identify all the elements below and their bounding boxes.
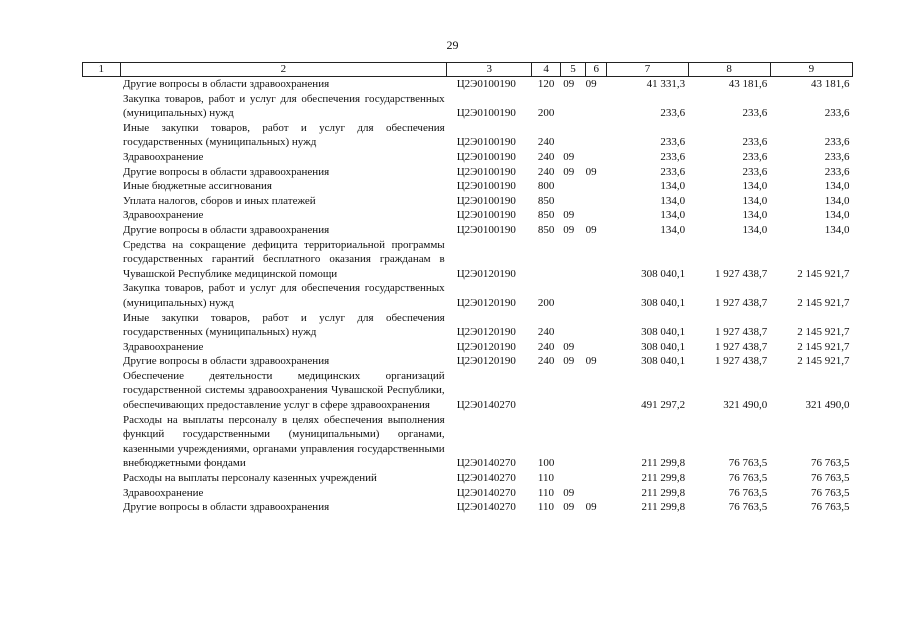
expense-type: 240: [537, 150, 555, 163]
item-name: Другие вопросы в области здравоохранения: [123, 355, 330, 368]
budget-table: [82, 62, 853, 515]
column-header: 8: [688, 63, 770, 77]
expense-type: 240: [537, 326, 555, 339]
amount-col9: 2 145 921,7: [797, 326, 850, 339]
table-row: [83, 311, 853, 340]
amount-col8: 43 181,6: [728, 78, 768, 90]
amount-col7: 233,6: [660, 150, 686, 163]
section-code: [560, 311, 585, 340]
item-name: Здравоохранение: [123, 150, 204, 163]
amount-col7: 308 040,1: [641, 340, 686, 353]
amount-col7: 233,6: [660, 107, 686, 120]
section-code: 09: [563, 209, 575, 222]
amount-col9: 2 145 921,7: [797, 340, 850, 353]
target-code: Ц2Э0100190: [456, 136, 516, 149]
row-number-cell: [83, 500, 121, 515]
amount-col9: 233,6: [824, 165, 850, 178]
table-row: [83, 208, 853, 223]
target-code: Ц2Э0120190: [456, 267, 516, 280]
amount-col9: 76 763,5: [811, 501, 850, 514]
section-code: [560, 471, 585, 486]
target-code: Ц2Э0100190: [456, 165, 516, 178]
target-code: Ц2Э0100190: [456, 107, 516, 120]
page-number: 29: [446, 38, 459, 52]
row-number-cell: [83, 150, 121, 165]
item-name: Здравоохранение: [123, 486, 204, 499]
column-header: 7: [607, 63, 688, 77]
amount-col8: 134,0: [742, 194, 768, 207]
row-number-cell: [83, 165, 121, 180]
amount-col7: 233,6: [660, 165, 686, 178]
amount-col9: 76 763,5: [811, 486, 850, 499]
table-row: [83, 471, 853, 486]
section-code: [560, 179, 585, 194]
amount-col7: 134,0: [660, 194, 686, 207]
amount-col8: 134,0: [742, 223, 768, 236]
item-name: Здравоохранение: [123, 340, 204, 353]
amount-col9: 76 763,5: [811, 457, 850, 470]
item-name: Другие вопросы в области здравоохранения: [123, 223, 330, 236]
subsection-code: [586, 471, 607, 486]
item-name: Здравоохранение: [123, 209, 204, 222]
item-name: Расходы на выплаты персоналу в целях обеспечения выполнения функций государственными (муниципальными) органами, казенными учреждениями, органами управления государственными внебюджетными фондами: [123, 413, 445, 470]
table-row: [83, 486, 853, 501]
column-header: 6: [586, 63, 607, 77]
amount-col9: 2 145 921,7: [797, 296, 850, 309]
table-body: [83, 77, 853, 515]
table-row: [83, 179, 853, 194]
item-name: Другие вопросы в области здравоохранения: [123, 165, 330, 178]
subsection-code: 09: [585, 355, 597, 368]
column-header: 4: [532, 63, 560, 77]
subsection-code: [586, 238, 607, 282]
table-row: [83, 369, 853, 413]
amount-col7: 134,0: [660, 223, 686, 236]
target-code: Ц2Э0120190: [456, 355, 516, 368]
amount-col8: 134,0: [742, 180, 768, 193]
item-name: Иные закупки товаров, работ и услуг для обеспечения государственных (муниципальных) нужд: [123, 311, 445, 339]
amount-col7: 308 040,1: [641, 355, 686, 368]
amount-col9: 43 181,6: [811, 78, 850, 90]
row-number-cell: [83, 77, 121, 92]
row-number-cell: [83, 121, 121, 150]
expense-type: 200: [537, 107, 555, 120]
expense-type: 850: [537, 194, 555, 207]
target-code: Ц2Э0100190: [456, 194, 516, 207]
section-code: 09: [563, 223, 575, 236]
expense-type: 240: [537, 340, 555, 353]
section-code: 09: [563, 340, 575, 353]
column-header: 9: [770, 63, 852, 77]
subsection-code: [586, 208, 607, 223]
amount-col9: 134,0: [824, 223, 850, 236]
table-row: [83, 238, 853, 282]
amount-col8: 233,6: [742, 150, 768, 163]
table-row: [83, 413, 853, 471]
target-code: Ц2Э0100190: [456, 223, 516, 236]
target-code: Ц2Э0140270: [456, 501, 516, 514]
row-number-cell: [83, 486, 121, 501]
table-row: [83, 194, 853, 209]
table-row: [83, 500, 853, 515]
amount-col8: 76 763,5: [728, 486, 768, 499]
target-code: Ц2Э0120190: [456, 326, 516, 339]
amount-col9: 233,6: [824, 150, 850, 163]
section-code: [560, 413, 585, 471]
table-row: [83, 223, 853, 238]
amount-col8: 1 927 438,7: [715, 355, 768, 368]
item-name: Другие вопросы в области здравоохранения: [123, 78, 330, 90]
target-code: Ц2Э0120190: [456, 296, 516, 309]
subsection-code: [586, 179, 607, 194]
section-code: [560, 121, 585, 150]
column-header: 1: [83, 63, 121, 77]
subsection-code: 09: [585, 501, 597, 514]
amount-col7: 308 040,1: [641, 267, 686, 280]
amount-col8: 1 927 438,7: [715, 267, 768, 280]
expense-type: 110: [537, 486, 554, 499]
amount-col7: 211 299,8: [641, 501, 686, 514]
table-row: [83, 92, 853, 121]
item-name: Иные закупки товаров, работ и услуг для обеспечения государственных (муниципальных) нужд: [123, 121, 445, 149]
subsection-code: [586, 281, 607, 310]
amount-col7: 211 299,8: [641, 457, 686, 470]
section-code: 09: [563, 486, 575, 499]
subsection-code: [586, 486, 607, 501]
item-name: Расходы на выплаты персоналу казенных учреждений: [123, 472, 377, 485]
section-code: 09: [563, 150, 575, 163]
section-code: 09: [563, 355, 575, 368]
subsection-code: [586, 194, 607, 209]
target-code: Ц2Э0100190: [456, 78, 516, 90]
amount-col7: 211 299,8: [641, 486, 686, 499]
item-name: Закупка товаров, работ и услуг для обеспечения государственных (муниципальных) нужд: [123, 92, 445, 120]
amount-col7: 308 040,1: [641, 296, 686, 309]
table-row: [83, 150, 853, 165]
amount-col9: 2 145 921,7: [797, 355, 850, 368]
header-row: [83, 63, 853, 77]
target-code: Ц2Э0100190: [456, 180, 516, 193]
item-name: Средства на сокращение дефицита территориальной программы государственных гарантий бесплатного оказания гражданам в Чувашской Республике медицинской помощи: [123, 238, 445, 280]
subsection-code: 09: [585, 165, 597, 178]
amount-col9: 321 490,0: [805, 399, 850, 412]
row-number-cell: [83, 223, 121, 238]
table-header: [83, 63, 853, 77]
subsection-code: [586, 121, 607, 150]
subsection-code: 09: [585, 78, 597, 90]
expense-type: 800: [537, 180, 555, 193]
row-number-cell: [83, 369, 121, 413]
amount-col7: 491 297,2: [641, 399, 686, 412]
subsection-code: [586, 92, 607, 121]
expense-type: 120: [537, 78, 555, 90]
column-header: 5: [560, 63, 585, 77]
target-code: Ц2Э0140270: [456, 486, 516, 499]
expense-type: 850: [537, 223, 555, 236]
table-row: [83, 77, 853, 92]
item-name: Уплата налогов, сборов и иных платежей: [123, 194, 316, 207]
subsection-code: [586, 311, 607, 340]
row-number-cell: [83, 311, 121, 340]
row-number-cell: [83, 340, 121, 355]
target-code: Ц2Э0120190: [456, 340, 516, 353]
target-code: Ц2Э0100190: [456, 150, 516, 163]
item-name: Обеспечение деятельности медицинских организаций государственной системы здравоохранения Чувашской Республики, обеспечивающих предоставление услуг в сфере здравоохранения: [123, 369, 445, 412]
amount-col8: 76 763,5: [728, 472, 768, 485]
amount-col8: 76 763,5: [728, 457, 768, 470]
expense-type: [532, 238, 560, 282]
target-code: Ц2Э0140270: [456, 399, 516, 412]
section-code: 09: [563, 78, 575, 90]
section-code: [560, 369, 585, 413]
subsection-code: [586, 150, 607, 165]
target-code: Ц2Э0140270: [456, 457, 516, 470]
amount-col8: 1 927 438,7: [715, 340, 768, 353]
item-name: Другие вопросы в области здравоохранения: [123, 501, 330, 514]
amount-col8: 233,6: [742, 136, 768, 149]
expense-type: 240: [537, 355, 555, 368]
row-number-cell: [83, 413, 121, 471]
table-row: [83, 340, 853, 355]
row-number-cell: [83, 194, 121, 209]
amount-col8: 233,6: [742, 165, 768, 178]
expense-type: 100: [537, 457, 555, 470]
amount-col9: 134,0: [824, 194, 850, 207]
expense-type: 110: [537, 501, 554, 514]
amount-col8: 1 927 438,7: [715, 296, 768, 309]
amount-col7: 233,6: [660, 136, 686, 149]
section-code: 09: [563, 501, 575, 514]
row-number-cell: [83, 208, 121, 223]
row-number-cell: [83, 92, 121, 121]
subsection-code: [586, 340, 607, 355]
amount-col8: 321 490,0: [723, 399, 768, 412]
amount-col9: 76 763,5: [811, 472, 850, 485]
amount-col8: 134,0: [742, 209, 768, 222]
amount-col7: 134,0: [660, 209, 686, 222]
row-number-cell: [83, 281, 121, 310]
expense-type: 110: [537, 472, 554, 485]
section-code: [560, 238, 585, 282]
expense-type: [532, 369, 560, 413]
target-code: Ц2Э0140270: [456, 472, 516, 485]
expense-type: 200: [537, 296, 555, 309]
section-code: 09: [563, 165, 575, 178]
expense-type: 240: [537, 136, 555, 149]
expense-type: 240: [537, 165, 555, 178]
subsection-code: [586, 413, 607, 471]
section-code: [560, 194, 585, 209]
column-header: 2: [120, 63, 447, 77]
row-number-cell: [83, 471, 121, 486]
amount-col9: 233,6: [824, 107, 850, 120]
amount-col7: 41 331,3: [646, 78, 686, 90]
amount-col9: 233,6: [824, 136, 850, 149]
amount-col7: 308 040,1: [641, 326, 686, 339]
row-number-cell: [83, 179, 121, 194]
table-row: [83, 281, 853, 310]
amount-col7: 134,0: [660, 180, 686, 193]
subsection-code: [586, 369, 607, 413]
table-row: [83, 354, 853, 369]
amount-col9: 134,0: [824, 180, 850, 193]
row-number-cell: [83, 354, 121, 369]
target-code: Ц2Э0100190: [456, 209, 516, 222]
section-code: [560, 281, 585, 310]
amount-col7: 211 299,8: [641, 472, 686, 485]
section-code: [560, 92, 585, 121]
column-header: 3: [447, 63, 532, 77]
amount-col9: 134,0: [824, 209, 850, 222]
amount-col8: 233,6: [742, 107, 768, 120]
expense-type: 850: [537, 209, 555, 222]
row-number-cell: [83, 238, 121, 282]
amount-col8: 76 763,5: [728, 501, 768, 514]
table-row: [83, 121, 853, 150]
item-name: Иные бюджетные ассигнования: [123, 180, 272, 193]
table-row: [83, 165, 853, 180]
item-name: Закупка товаров, работ и услуг для обеспечения государственных (муниципальных) нужд: [123, 282, 445, 309]
amount-col8: 1 927 438,7: [715, 326, 768, 339]
amount-col9: 2 145 921,7: [797, 267, 850, 280]
subsection-code: 09: [585, 223, 597, 236]
